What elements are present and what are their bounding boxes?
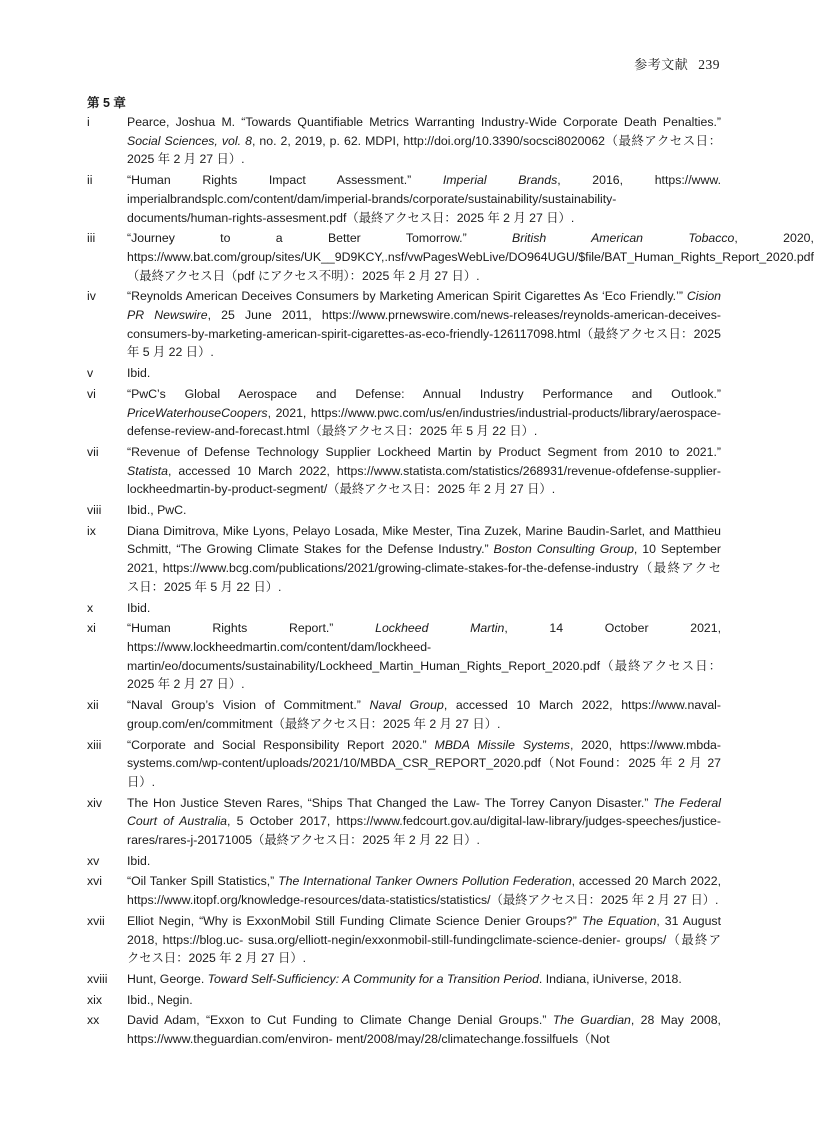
reference-number: x — [87, 600, 94, 615]
reference-number: viii — [87, 503, 102, 518]
reference-entry — [87, 872, 721, 911]
reference-segment: Ibid. — [127, 853, 151, 868]
reference-segment: , accessed 10 March 2022, https://www.naval-group.com/en/commitment（最終アクセス日：2025 年 2 月 27 日）. — [127, 698, 721, 731]
source-title: Lockheed Martin — [375, 621, 505, 636]
reference-text — [127, 872, 721, 909]
source-title: The Federal Court of Australia — [127, 795, 721, 829]
reference-segment: “PwC’s Global Aerospace and Defense: Annual Industry Performance and Outlook.” — [127, 386, 721, 401]
reference-entry — [87, 1011, 721, 1050]
reference-entry — [87, 522, 721, 599]
reference-number: xix — [87, 992, 103, 1007]
source-title: PriceWaterhouseCoopers — [127, 405, 268, 420]
source-title: Naval Group — [369, 698, 444, 713]
reference-entry — [87, 501, 721, 522]
reference-segment: , 2020, https://www.mbda-systems.com/wp-content/uploads/2021/10/MBDA_CSR_REPORT_2020.pdf（Not Found：2025 年 2 月 27 日）. — [127, 737, 721, 789]
reference-text — [127, 443, 721, 499]
reference-entry — [87, 852, 721, 873]
reference-segment: “Reynolds American Deceives Consumers by Marketing American Spirit Cigarettes As ‘Eco Friendly.’” — [127, 289, 687, 304]
reference-text — [127, 696, 721, 733]
reference-text — [127, 1011, 721, 1048]
page-number: 239 — [698, 57, 720, 72]
reference-text — [127, 970, 721, 989]
source-title: The Equation — [581, 913, 657, 928]
reference-segment: , 5 October 2017, https://www.fedcourt.gov.au/digital-law-library/judges-speeches/justice-rares/rares-j-20171005（最終アクセス日：2025 年 2 月 22 日）. — [127, 814, 721, 848]
source-title: Social Sciences, vol. 8 — [127, 133, 252, 148]
chapter-heading: 第 5 章 — [87, 96, 126, 110]
reference-segment: , 10 September 2021, https://www.bcg.com/publications/2021/growing-climate-stakes-for-the-defense-industry（最終アクセス日：2025 年 5 月 22 日）. — [127, 542, 721, 594]
source-title: Cision PR Newswire — [127, 289, 721, 323]
reference-segment: , 31 August 2018, https://blog.uc- susa.org/elliott-negin/exxonmobil-still-fundingclimate-science-denier- groups/（最終アクセス日：2025 年 2 月 27 日）. — [127, 913, 721, 966]
reference-segment: Ibid. — [127, 600, 151, 615]
reference-segment: “Journey to a Better Tomorrow.” — [127, 231, 513, 246]
reference-number: xviii — [87, 971, 108, 986]
section-title: 参考文献 — [634, 57, 689, 72]
reference-segment: , accessed 20 March 2022, https://www.itopf.org/knowledge-resources/data-statistics/statistics/（最終アクセス日：2025 年 2 月 27 日）. — [127, 874, 721, 908]
reference-segment: “Corporate and Social Responsibility Report 2020.” — [127, 737, 435, 752]
reference-entry — [87, 287, 721, 364]
reference-entry — [87, 113, 721, 171]
reference-text — [127, 736, 721, 792]
reference-segment: , accessed 10 March 2022, https://www.statista.com/statistics/268931/revenue-ofdefense-supplier-lockheedmartin-by-product-segment/（最終アクセス日：2025 年 2 月 27 日）. — [127, 463, 721, 497]
reference-entry — [87, 385, 721, 443]
reference-text — [127, 991, 721, 1010]
reference-segment: , 2016, https://www. imperialbrandsplc.com/content/dam/imperial-brands/corporate/sustainability/sustainability-documents/human-rights-assesment.pdf（最終アクセス日：2025 年 2 月 27 日）. — [127, 173, 721, 225]
source-title: Boston Consulting Group — [493, 542, 634, 557]
reference-entry — [87, 794, 721, 852]
reference-text — [127, 794, 721, 850]
reference-text — [127, 113, 721, 169]
reference-segment: Ibid., PwC. — [127, 503, 187, 518]
reference-segment: Ibid. — [127, 366, 151, 381]
reference-number: xx — [87, 1013, 100, 1028]
reference-number: xv — [87, 853, 100, 868]
reference-text — [127, 522, 721, 597]
reference-number: xvii — [87, 913, 105, 928]
source-title: The Guardian — [552, 1013, 631, 1028]
reference-entry — [87, 171, 721, 229]
reference-segment: , 2021, https://www.pwc.com/us/en/industries/industrial-products/library/aerospace-defense-review-and-forecast.html（最終アクセス日：2025 年 5 月 22 日）. — [127, 405, 721, 439]
reference-segment: The Hon Justice Steven Rares, “Ships That Changed the Law- The Torrey Canyon Disaster.” — [127, 795, 654, 810]
reference-entry — [87, 912, 721, 970]
reference-segment: “Naval Group’s Vision of Commitment.” — [127, 698, 370, 713]
reference-segment: , 2020, https://www.bat.com/group/sites/UK__9D9KCY,.nsf/vwPagesWebLive/DO964UGU/$file/BAT_Human_Rights_Report_2020.pdf（最終アクセス日（pdf にアクセス不明）：2025 年 2 月 27 日）. — [127, 231, 814, 283]
reference-number: i — [87, 115, 90, 129]
reference-segment: “Oil Tanker Spill Statistics,” — [127, 874, 279, 889]
reference-text — [127, 364, 721, 383]
reference-number: ii — [87, 173, 93, 188]
reference-text — [127, 229, 814, 285]
reference-number: iv — [87, 289, 96, 304]
reference-segment: Elliot Negin, “Why is ExxonMobil Still Funding Climate Science Denier Groups?” — [127, 913, 582, 928]
running-header — [634, 54, 720, 73]
reference-text — [127, 385, 721, 441]
reference-text — [127, 619, 721, 694]
reference-text — [127, 287, 721, 362]
reference-entry — [87, 364, 721, 385]
reference-number: xvi — [87, 874, 103, 889]
reference-number: vi — [87, 386, 96, 401]
reference-segment: , 28 May 2008, https://www.theguardian.com/environ- ment/2008/may/28/climatechange.fossilfuels（Not — [127, 1013, 721, 1047]
source-title: Imperial Brands — [442, 173, 558, 188]
reference-segment: “Revenue of Defense Technology Supplier Lockheed Martin by Product Segment from 2010 to 2021.” — [127, 444, 721, 459]
reference-entry — [87, 599, 721, 620]
reference-number: ix — [87, 523, 96, 538]
notes-container — [87, 113, 814, 1051]
reference-number: xi — [87, 621, 96, 636]
reference-segment: , 14 October 2021, https://www.lockheedmartin.com/content/dam/lockheed-martin/eo/documents/sustainability/Lockheed_Martin_Human_Rights_Report_2020.pdf（最終アクセス日：2025 年 2 月 27 日）. — [127, 621, 722, 692]
reference-text — [127, 501, 721, 520]
reference-number: xiii — [87, 737, 102, 752]
reference-number: iii — [87, 231, 96, 246]
source-title: British American Tobacco — [512, 231, 735, 246]
references-list — [87, 94, 814, 1051]
reference-entry — [87, 696, 721, 735]
reference-text — [127, 171, 721, 227]
reference-segment: , 25 June 2011, https://www.prnewswire.com/news-releases/reynolds-american-deceives-consumers-by-marketing-american-spirit-cigarettes-as-eco-friendly-126117098.html（最終アクセス日：2025 年 5 月 22 日）. — [127, 308, 721, 360]
reference-segment: “Human Rights Report.” — [127, 621, 376, 636]
reference-segment: , no. 2, 2019, p. 62. MDPI, http://doi.org/10.3390/socsci8020062（最終アクセス日：2025 年 2 月 27 日）. — [127, 133, 722, 167]
reference-segment: Diana Dimitrova, Mike Lyons, Pelayo Losada, Mike Mester, Tina Zuzek, Marine Baudin-Sarlet, and Matthieu Schmitt, “The Growing Climate Stakes for the Defense Industry.” — [127, 523, 721, 557]
reference-entry — [87, 229, 814, 287]
reference-segment: Pearce, Joshua M. “Towards Quantifiable Metrics Warranting Industry-Wide Corporate Death Penalties.” — [127, 115, 721, 129]
source-title: Toward Self-Sufficiency: A Community for a Transition Period — [207, 971, 539, 986]
reference-number: v — [87, 366, 94, 381]
reference-entry — [87, 970, 721, 991]
reference-number: xiv — [87, 795, 103, 810]
reference-segment: “Human Rights Impact Assessment.” — [127, 173, 443, 188]
reference-segment: David Adam, “Exxon to Cut Funding to Climate Change Denial Groups.” — [127, 1013, 553, 1028]
reference-entry — [87, 443, 721, 501]
reference-entry — [87, 991, 721, 1012]
reference-text — [127, 852, 721, 871]
reference-segment: . Indiana, iUniverse, 2018. — [538, 971, 682, 986]
reference-segment: Ibid., Negin. — [127, 992, 193, 1007]
reference-entry — [87, 736, 721, 794]
reference-entry — [87, 619, 721, 696]
source-title: The International Tanker Owners Pollution Federation — [278, 874, 572, 889]
reference-number: xii — [87, 698, 99, 713]
source-title: MBDA Missile Systems — [434, 737, 570, 752]
reference-text — [127, 599, 721, 618]
reference-segment: Hunt, George. — [127, 971, 208, 986]
source-title: Statista — [127, 463, 169, 478]
reference-text — [127, 912, 721, 968]
reference-number: vii — [87, 444, 99, 459]
